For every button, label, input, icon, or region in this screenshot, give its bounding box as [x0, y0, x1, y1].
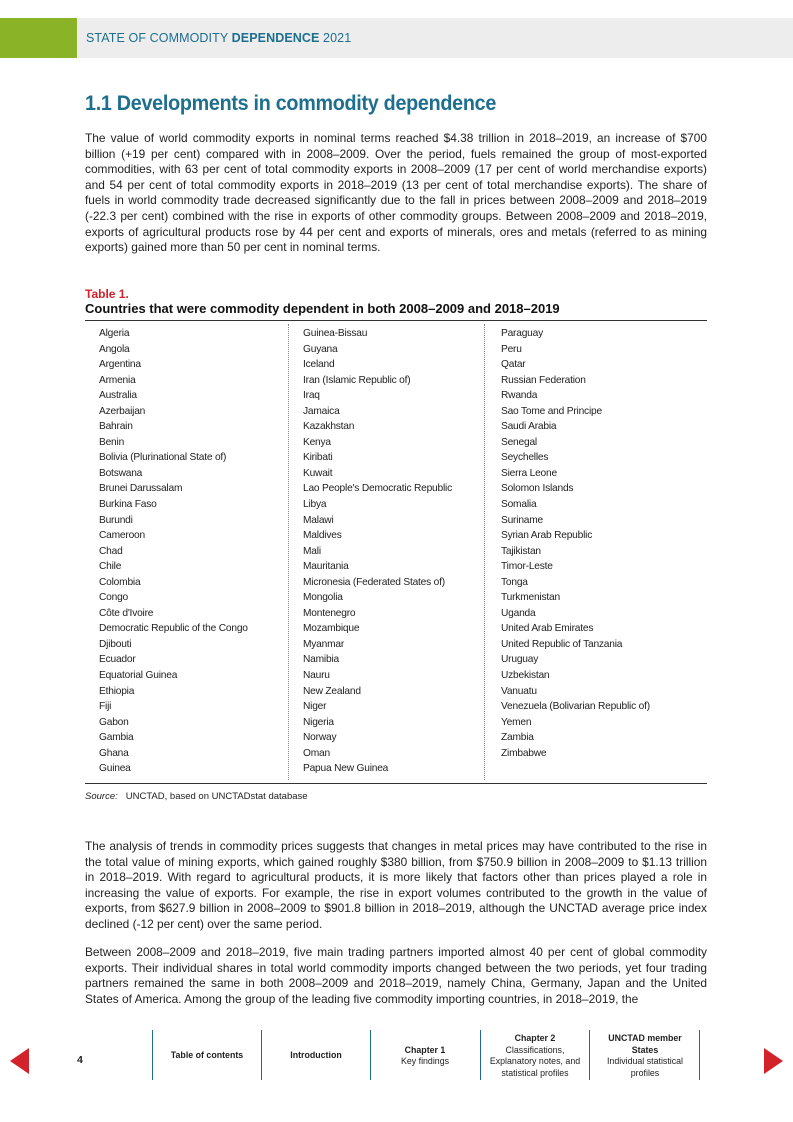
country-cell: Argentina [99, 359, 141, 371]
country-cell: Tajikistan [501, 545, 541, 557]
nav-toc-label: Table of contents [170, 1050, 244, 1062]
country-cell: Guinea-Bissau [303, 328, 368, 339]
nav-table-of-contents[interactable] [158, 1028, 256, 1084]
nav-ch2-subtitle-1: Classifications, [505, 1044, 565, 1056]
publication-title [86, 31, 351, 45]
country-cell: Uruguay [501, 654, 539, 666]
country-cell: Maldives [303, 530, 342, 542]
country-cell: Papua New Guinea [303, 763, 389, 775]
nav-chapter-2[interactable] [486, 1028, 584, 1084]
country-cell: Russian Federation [501, 374, 586, 386]
header-suffix: 2021 [319, 31, 352, 45]
country-cell: Djibouti [99, 638, 132, 650]
country-cell: Bolivia (Plurinational State of) [99, 452, 227, 464]
country-cell: Colombia [99, 576, 141, 588]
country-cell: Algeria [99, 328, 130, 339]
nav-intro-label: Introduction [290, 1050, 342, 1062]
triangle-right-icon[interactable] [764, 1048, 783, 1074]
country-cell: Saudi Arabia [501, 421, 557, 433]
nav-members-subtitle-1: Individual statistical [606, 1056, 684, 1067]
country-cell: Uganda [501, 607, 536, 619]
body-paragraph-2: The analysis of trends in commodity prices suggests that changes in metal prices may have contributed to the rise in the total value of mining exports, which gained roughly $380 billion, from $750.9 billion in 2008–2009 to $1.13 trillion in 2018–2019. With regard to agricultural products, it is more likely that factors other than prices played a role in increasing the value of exports. For example, the rise in export volumes contributed to the growth in the value of exports, from $627.9 billion in 2008–2009 to $901.8 billion in 2018–2019, although the UNCTAD average price index declined (-12 per cent) over the same period. [85, 839, 707, 931]
country-cell: Equatorial Guinea [99, 670, 178, 682]
country-cell: Paraguay [501, 328, 544, 339]
country-cell: Kuwait [303, 467, 333, 479]
country-cell: Tonga [501, 576, 528, 588]
country-cell: Burkina Faso [99, 499, 157, 511]
country-cell: Timor-Leste [501, 561, 553, 573]
country-cell: Burundi [99, 514, 133, 526]
nav-divider [261, 1030, 262, 1080]
country-cell: Angola [99, 343, 130, 355]
country-cell: Mongolia [303, 592, 343, 604]
country-cell: Micronesia (Federated States of) [303, 576, 445, 588]
table-title: Countries that were commodity dependent in both 2008–2009 and 2018–2019 [85, 301, 560, 316]
country-cell: Mauritania [303, 561, 349, 573]
nav-ch2-subtitle-2: Explanatory notes, and [489, 1056, 581, 1067]
country-cell: Syrian Arab Republic [501, 530, 593, 542]
country-cell: Lao People's Democratic Republic [303, 483, 453, 495]
country-cell: Kenya [303, 436, 331, 448]
country-cell: Bahrain [99, 421, 133, 433]
country-cell: Norway [303, 732, 337, 744]
country-cell: Chad [99, 545, 123, 557]
country-cell: United Republic of Tanzania [501, 638, 623, 650]
country-cell: Gambia [99, 732, 134, 744]
country-cell: Venezuela (Bolivarian Republic of) [501, 701, 650, 713]
table-column-1 [99, 326, 289, 777]
country-cell: Peru [501, 343, 522, 355]
table-column-3 [501, 326, 691, 761]
country-cell: Guinea [99, 763, 131, 775]
country-cell: Australia [99, 390, 137, 402]
country-cell: Kazakhstan [303, 421, 355, 433]
source-label: Source: [85, 791, 118, 802]
country-cell: Ethiopia [99, 685, 135, 697]
running-header [0, 18, 793, 58]
country-cell: Zimbabwe [501, 747, 547, 759]
nav-divider [589, 1030, 590, 1080]
country-cell: Cameroon [99, 530, 145, 542]
country-cell: Somalia [501, 499, 537, 511]
country-cell: Uzbekistan [501, 670, 550, 682]
country-cell: Jamaica [303, 405, 340, 417]
table-column-2 [303, 326, 493, 777]
table-label: Table 1. [85, 287, 129, 301]
country-cell: Botswana [99, 467, 143, 479]
source-text: UNCTAD, based on UNCTADstat database [125, 791, 308, 802]
country-cell: Fiji [99, 701, 112, 713]
country-cell: Myanmar [303, 638, 345, 650]
country-cell: Democratic Republic of the Congo [99, 623, 248, 635]
country-cell: Iraq [303, 390, 320, 402]
country-cell: Rwanda [501, 390, 538, 402]
country-cell: Nigeria [303, 716, 334, 728]
country-cell: Vanuatu [501, 685, 537, 697]
country-cell: Iran (Islamic Republic of) [303, 374, 411, 386]
country-cell: Congo [99, 592, 129, 604]
country-cell: Ecuador [99, 654, 136, 666]
country-cell: Iceland [303, 359, 335, 371]
country-cell: Ghana [99, 747, 129, 759]
table-source [85, 791, 308, 802]
nav-divider [370, 1030, 371, 1080]
column-divider [484, 324, 485, 780]
country-cell: Brunei Darussalam [99, 483, 183, 495]
country-cell: Chile [99, 561, 122, 573]
country-cell: Qatar [501, 359, 526, 371]
nav-ch1-subtitle: Key findings [400, 1056, 450, 1067]
body-paragraph-3: Between 2008–2009 and 2018–2019, five main trading partners imported almost 40 per cent of global commodity exports. Their individual shares in total world commodity imports changed between the two periods, yet four trading partners remained the same in both 2008–2009 and 2018–2019, namely China, Germany, Japan and the United States of America. Among the group of the leading five commodity importing countries, in 2018–2019, the [85, 945, 707, 1006]
country-cell: Sao Tome and Principe [501, 405, 602, 417]
nav-members-subtitle-2: profiles [630, 1067, 660, 1079]
country-cell: Kiribati [303, 452, 333, 464]
country-cell: United Arab Emirates [501, 623, 594, 635]
page-number: 4 [77, 1054, 83, 1066]
table-top-rule [85, 320, 707, 321]
country-cell: Mali [303, 545, 321, 557]
country-cell: Suriname [501, 514, 544, 526]
country-cell: Malawi [303, 514, 334, 526]
country-cell: Armenia [99, 374, 136, 386]
country-cell: Mozambique [303, 623, 360, 635]
country-cell: Namibia [303, 654, 339, 666]
country-cell: Seychelles [501, 452, 549, 464]
country-cell: Sierra Leone [501, 467, 557, 479]
country-cell: Benin [99, 436, 125, 448]
country-cell: Yemen [501, 716, 532, 728]
nav-members-title: UNCTAD member States [608, 1033, 682, 1056]
country-cell: Zambia [501, 732, 534, 744]
country-cell: Guyana [303, 343, 338, 355]
table-bottom-rule [85, 783, 707, 784]
nav-divider [699, 1030, 700, 1080]
triangle-left-icon[interactable] [10, 1048, 29, 1074]
nav-introduction[interactable] [267, 1028, 365, 1084]
nav-divider [152, 1030, 153, 1080]
country-cell: New Zealand [303, 685, 361, 697]
section-title: 1.1 Developments in commodity dependence [85, 92, 497, 115]
nav-chapter-1[interactable] [376, 1028, 474, 1084]
country-cell: Oman [303, 747, 330, 759]
country-cell: Nauru [303, 670, 330, 682]
country-cell: Senegal [501, 436, 537, 448]
country-cell: Solomon Islands [501, 483, 574, 495]
header-prefix: STATE OF COMMODITY [86, 31, 232, 45]
nav-divider [480, 1030, 481, 1080]
body-paragraph-1: The value of world commodity exports in nominal terms reached $4.38 trillion in 2018–2019, an increase of $700 billion (+19 per cent) compared with in 2008–2009. Over the period, fuels remained the group of most-exported commodities, with 63 per cent of total commodity exports in 2008–2009 (17 per cent of world merchandise exports) and 54 per cent of total commodity exports in 2018–2019 (13 per cent of total merchandise exports). The share of fuels in world commodity trade decreased significantly due to the fall in prices between 2008–2009 and 2018–2019 (-22.3 per cent) combined with the rise in exports of other commodity groups. Between 2008–2009 and 2018–2019, exports of agricultural products rose by 44 per cent and exports of minerals, ores and metals (referred to as mining exports) gained more than 50 per cent in nominal terms. [85, 131, 707, 255]
country-cell: Côte d'Ivoire [99, 607, 154, 619]
nav-member-states[interactable] [594, 1028, 695, 1084]
header-bold: DEPENDENCE [231, 31, 320, 45]
header-accent-block [0, 18, 77, 58]
country-cell: Montenegro [303, 607, 356, 619]
nav-ch2-title: Chapter 2 [514, 1033, 556, 1044]
country-cell: Gabon [99, 716, 129, 728]
nav-ch1-title: Chapter 1 [404, 1044, 446, 1056]
country-cell: Niger [303, 701, 327, 713]
footer-navigation [0, 1020, 793, 1100]
column-divider [288, 324, 289, 780]
country-cell: Libya [303, 499, 327, 511]
country-cell: Turkmenistan [501, 592, 560, 604]
nav-ch2-subtitle-3: statistical profiles [501, 1067, 569, 1079]
country-cell: Azerbaijan [99, 405, 146, 417]
